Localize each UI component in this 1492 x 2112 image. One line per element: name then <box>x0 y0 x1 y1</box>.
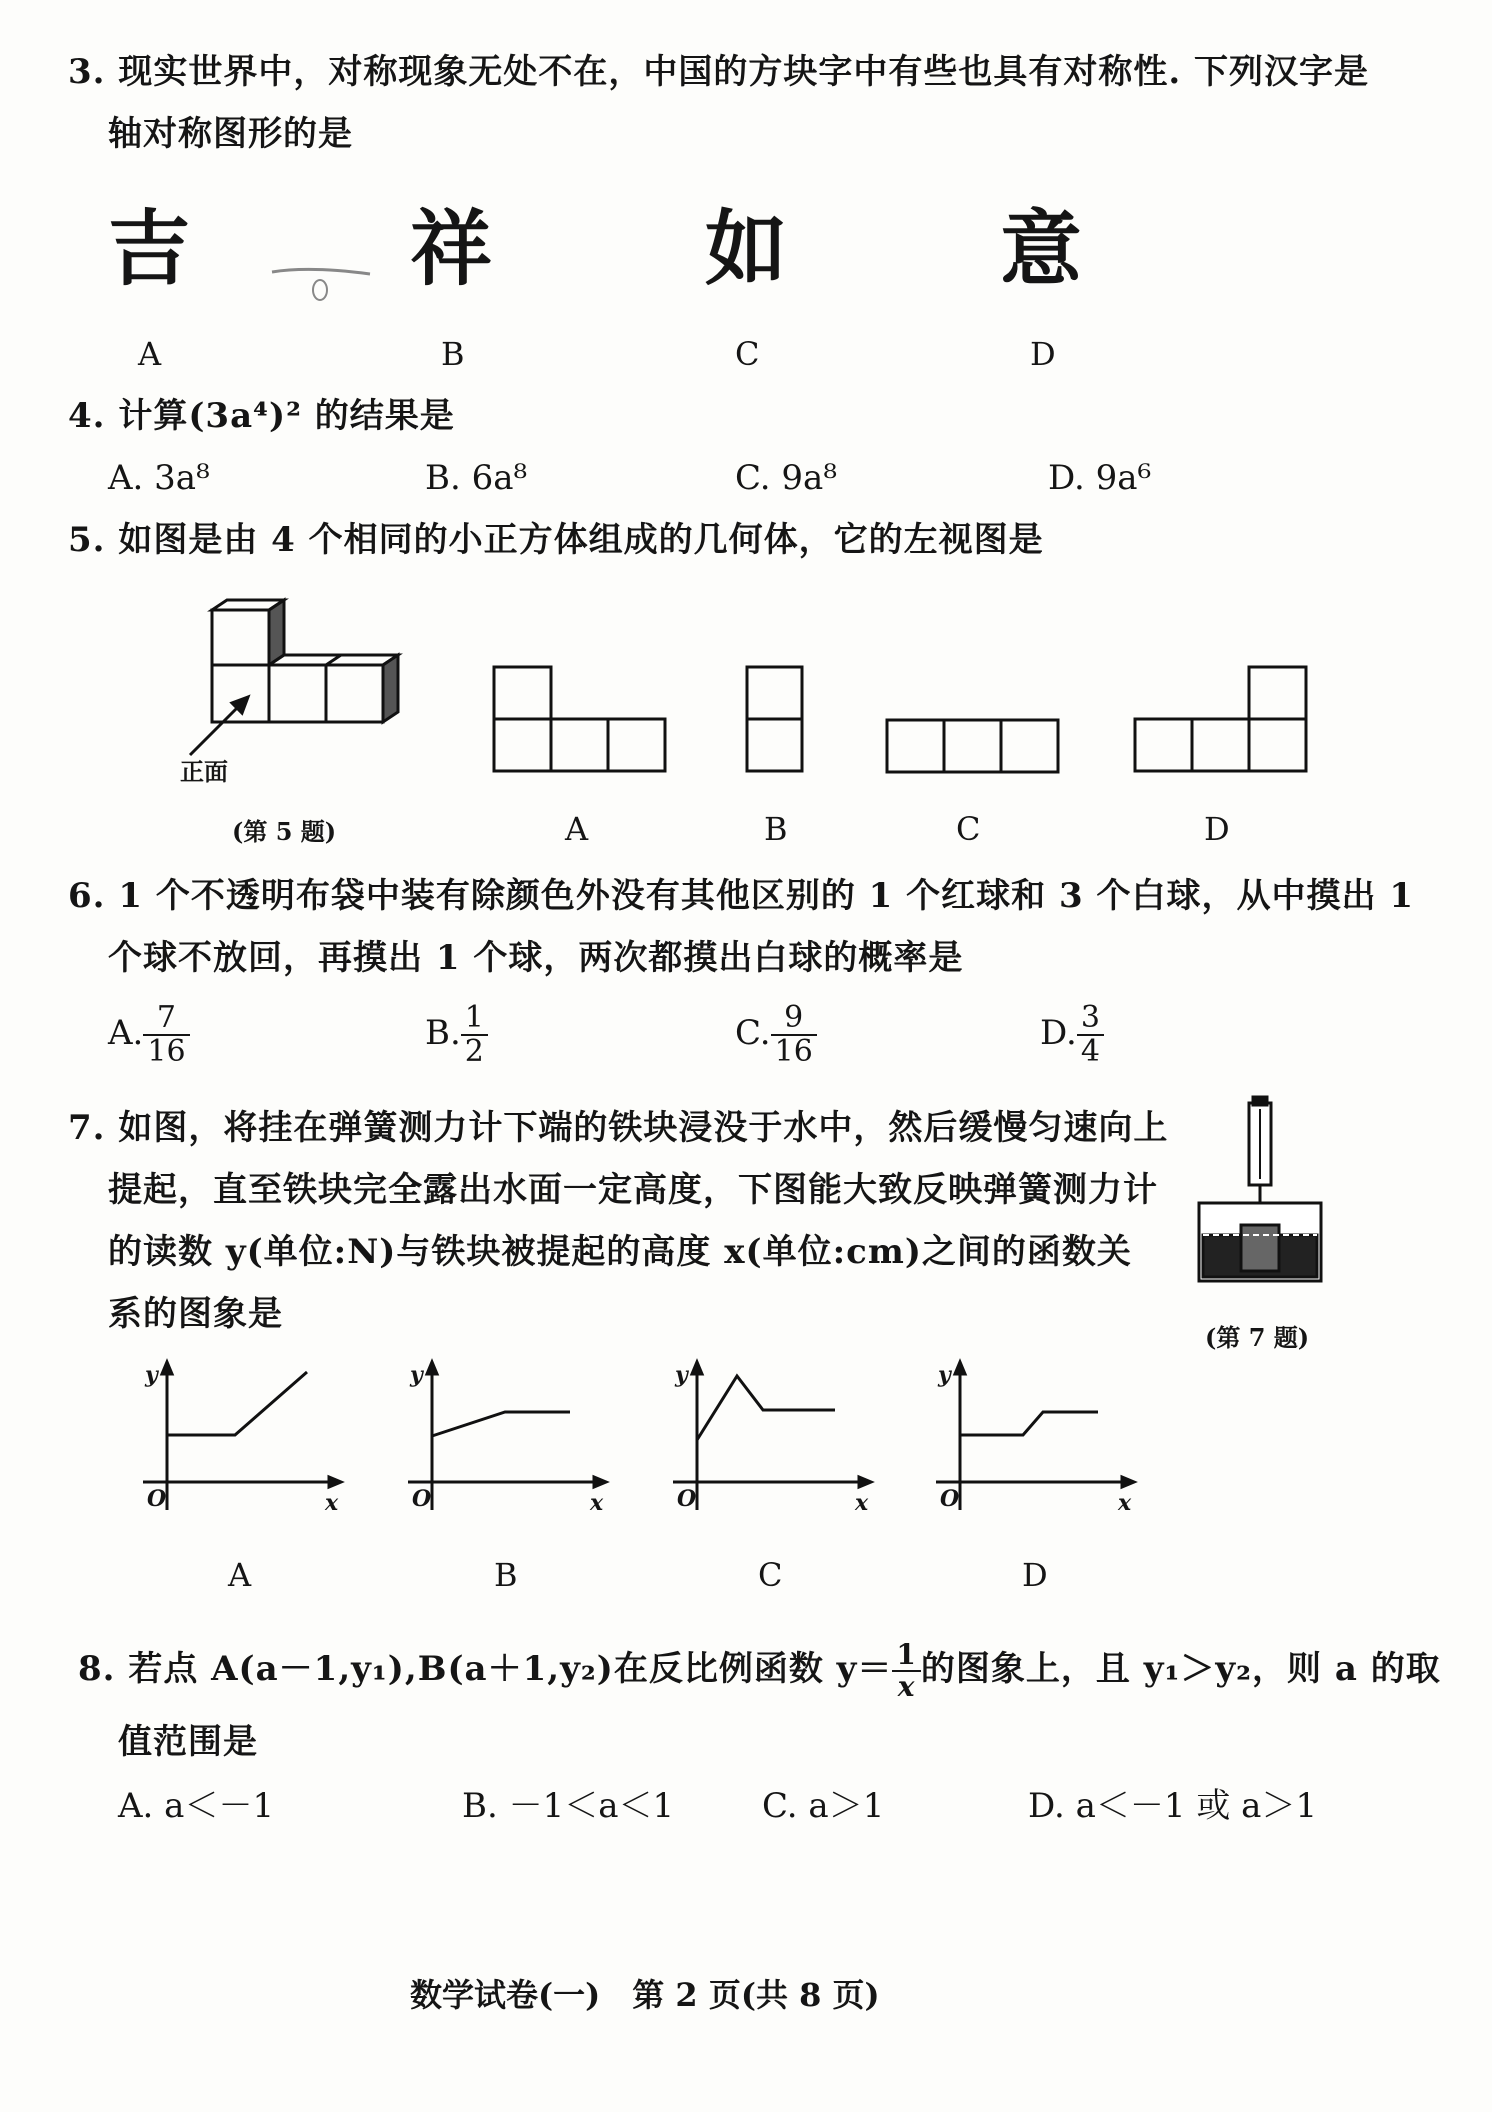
page-footer: 数学试卷(一) 第 2 页(共 8 页) <box>410 1976 880 2014</box>
q3-label-a: A <box>138 335 162 373</box>
q5-label-c: C <box>956 810 981 848</box>
q5-label-d: D <box>1204 810 1230 848</box>
q7-label-b: B <box>494 1556 518 1594</box>
q6-option-a[interactable] <box>108 1002 190 1068</box>
q3-char-a: 吉 <box>108 202 191 297</box>
q7-graph-c-x-label: x <box>855 1490 869 1516</box>
q8-option-d[interactable]: D. a＜－1 或 a＞1 <box>1028 1786 1318 1826</box>
q6-stem-line1: 6. 1 个不透明布袋中装有除颜色外没有其他区别的 1 个红球和 3 个白球，从中摸出 1 <box>68 876 1414 916</box>
q7-graph-d-y-label: y <box>938 1362 951 1388</box>
q8-stem-post: 的图象上，且 y₁＞y₂，则 a 的取 <box>920 1649 1441 1689</box>
q7-graph-b-x-label: x <box>590 1490 604 1516</box>
q3-label-b: B <box>441 335 465 373</box>
q5-caption: (第 5 题) <box>232 817 337 846</box>
q7-graph-c-y-label: y <box>675 1362 688 1388</box>
q7-graph-a-x-label: x <box>325 1490 339 1516</box>
q7-graph-d-origin: O <box>940 1486 960 1512</box>
q6-option-b-fraction: $\frac{1}{2}$ <box>461 1002 488 1068</box>
q7-stem-line2: 提起，直至铁块完全露出水面一定高度，下图能大致反映弹簧测力计 <box>108 1170 1158 1210</box>
q3-label-c: C <box>735 335 760 373</box>
q8-option-b[interactable]: B. －1＜a＜1 <box>462 1786 675 1826</box>
q7-stem-line4: 系的图象是 <box>108 1294 283 1334</box>
q5-view-b <box>745 665 805 775</box>
q5-label-a: A <box>565 810 589 848</box>
q7-stem-line1: 7. 如图，将挂在弹簧测力计下端的铁块浸没于水中，然后缓慢匀速向上 <box>68 1108 1169 1148</box>
q6-option-a-fraction: $\frac{7}{16}$ <box>143 1002 189 1068</box>
q7-label-c: C <box>758 1556 783 1594</box>
q6-option-b-prefix: B. <box>425 1013 461 1053</box>
q5-view-d <box>1133 665 1308 775</box>
q7-graph-b-y-label: y <box>410 1362 423 1388</box>
q6-option-d-prefix: D. <box>1040 1013 1077 1053</box>
q8-fraction: $\frac{1}{x}$ <box>892 1640 920 1702</box>
q7-stem-line3: 的读数 y(单位:N)与铁块被提起的高度 x(单位:cm)之间的函数关 <box>108 1232 1132 1272</box>
q7-graph-a-y-label: y <box>145 1362 158 1388</box>
q7-graph-c <box>665 1360 875 1520</box>
q6-option-c[interactable] <box>735 1002 817 1068</box>
q8-stem-pre: 8. 若点 A(a－1,y₁),B(a＋1,y₂)在反比例函数 y＝ <box>78 1649 893 1689</box>
q4-option-b[interactable]: B. 6a⁸ <box>425 458 528 498</box>
q8-option-c[interactable]: C. a＞1 <box>762 1786 885 1826</box>
q6-option-b[interactable] <box>425 1002 488 1068</box>
q7-graph-b-origin: O <box>412 1486 432 1512</box>
q3-label-d: D <box>1030 335 1056 373</box>
q6-option-d[interactable] <box>1040 1002 1104 1068</box>
spring-scale-diagram <box>1195 1095 1325 1285</box>
q5-stem: 5. 如图是由 4 个相同的小正方体组成的几何体，它的左视图是 <box>68 520 1044 560</box>
q3-stem-line2: 轴对称图形的是 <box>108 114 353 154</box>
q7-label-a: A <box>228 1556 252 1594</box>
q7-graph-d <box>928 1360 1138 1520</box>
q7-graph-b <box>400 1360 610 1520</box>
q6-option-c-fraction: $\frac{9}{16}$ <box>771 1002 817 1068</box>
q4-option-c[interactable]: C. 9a⁸ <box>735 458 837 498</box>
q3-stem-line1: 3. 现实世界中，对称现象无处不在，中国的方块字中有些也具有对称性. 下列汉字是 <box>68 52 1370 92</box>
q7-graph-a-origin: O <box>147 1486 167 1512</box>
q5-view-c <box>885 718 1060 776</box>
q6-option-c-prefix: C. <box>735 1013 771 1053</box>
q8-stem-line1 <box>78 1640 1441 1702</box>
q5-label-b: B <box>764 810 788 848</box>
q3-char-d: 意 <box>1000 202 1083 297</box>
q8-stem-line2: 值范围是 <box>118 1722 258 1762</box>
q6-option-d-fraction: $\frac{3}{4}$ <box>1077 1002 1104 1068</box>
q7-graph-d-x-label: x <box>1118 1490 1132 1516</box>
smudge-mark <box>270 262 380 302</box>
q4-stem: 4. 计算(3a⁴)² 的结果是 <box>68 396 455 436</box>
q7-graph-c-origin: O <box>677 1486 697 1512</box>
q4-option-d[interactable]: D. 9a⁶ <box>1048 458 1152 498</box>
q7-label-d: D <box>1022 1556 1048 1594</box>
q7-graph-a <box>135 1360 345 1520</box>
q5-view-a <box>492 665 667 775</box>
q6-stem-line2: 个球不放回，再摸出 1 个球，两次都摸出白球的概率是 <box>108 938 964 978</box>
q5-front-label: 正面 <box>180 757 228 786</box>
q6-option-a-prefix: A. <box>108 1013 144 1053</box>
q8-option-a[interactable]: A. a＜－1 <box>118 1786 275 1826</box>
q7-caption: (第 7 题) <box>1205 1323 1310 1352</box>
q3-char-c: 如 <box>705 202 788 297</box>
q4-option-a[interactable]: A. 3a⁸ <box>108 458 210 498</box>
q3-char-b: 祥 <box>410 202 493 297</box>
